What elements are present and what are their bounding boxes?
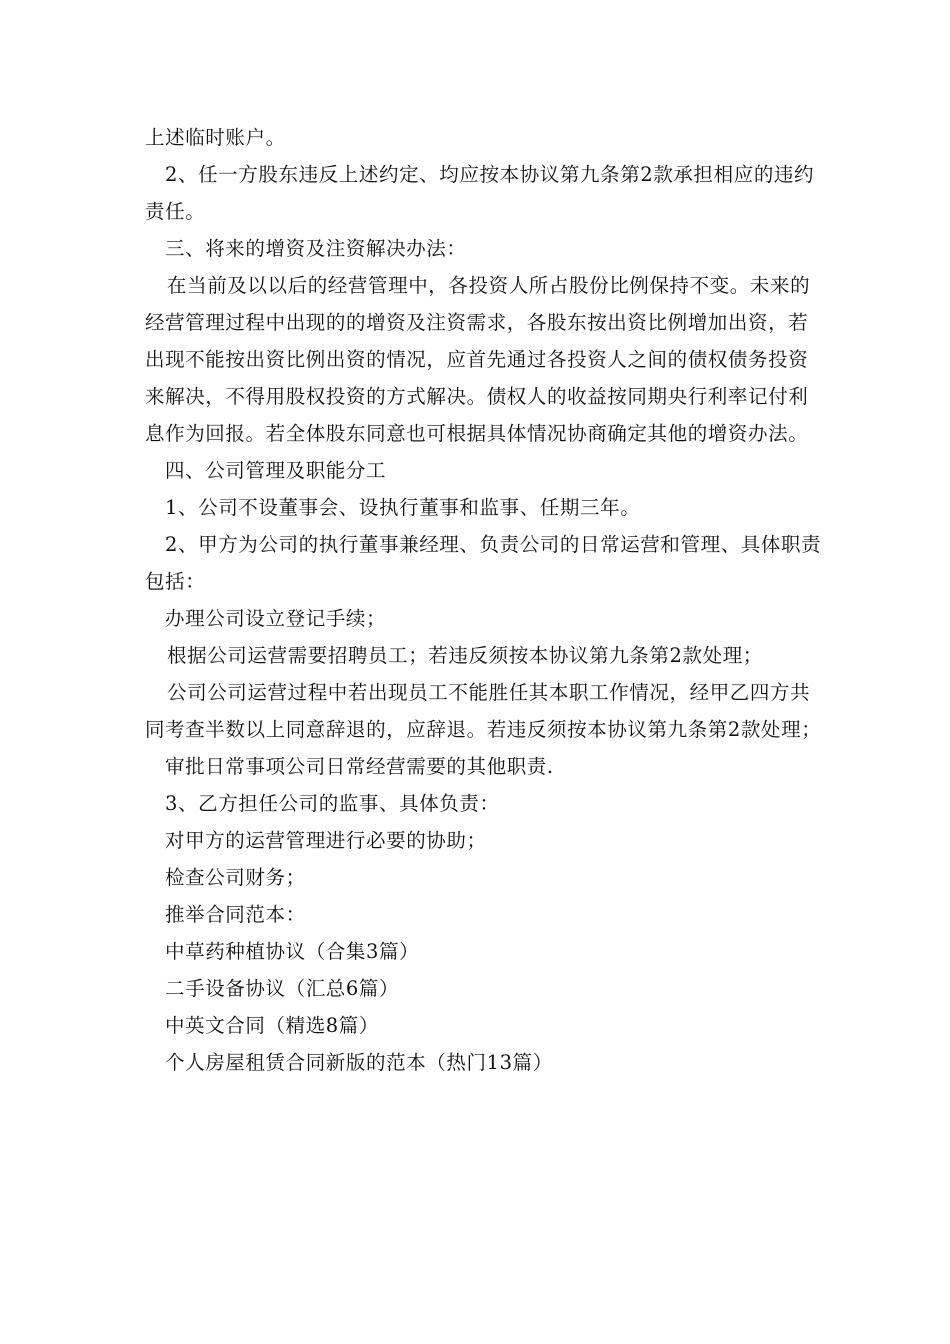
paragraph-capital-increase-method: 在当前及以以后的经营管理中，各投资人所占股份比例保持不变。未来的经营管理过程中出现的的增资及注资需求，各股东按出资比例增加出资，若出现不能按出资比例出资的情况，应首先通过各投资人之间的债权债务投资来解决，不得用股权投资的方式解决。债权人的收益按同期央行利率记付利息作为回报。若全体股东同意也可根据具体情况协商确定其他的增资办法。: [145, 274, 811, 445]
paragraph-no-board: 1、公司不设董事会、设执行董事和监事、任期三年。: [165, 496, 641, 519]
duty-item-dismissal: 公司公司运营过程中若出现员工不能胜任其本职工作情况，经甲乙四方共同考查半数以上同意辞退的，应辞退。若违反须按本协议第九条第2款处理；: [145, 681, 822, 741]
document-body: [145, 119, 825, 1081]
recommended-template-link[interactable]: 中英文合同（精选8篇）: [165, 1014, 380, 1037]
recommended-template-link[interactable]: 二手设备协议（汇总6篇）: [165, 977, 400, 1000]
duty-item-assist: 对甲方的运营管理进行必要的协助；: [165, 829, 487, 852]
paragraph-party-a-duties: 2、甲方为公司的执行董事兼经理、负责公司的日常运营和管理、具体职责包括：: [145, 533, 822, 593]
paragraph-breach-liability: 2、任一方股东违反上述约定、均应按本协议第九条第2款承担相应的违约责任。: [145, 163, 815, 223]
duty-item-approval: 审批日常事项公司日常经营需要的其他职责.: [165, 755, 554, 778]
paragraph-temp-account: 上述临时账户。: [145, 126, 286, 149]
paragraph-party-b-supervisor: 3、乙方担任公司的监事、具体负责：: [165, 792, 500, 815]
duty-item-recruitment: 根据公司运营需要招聘员工；若违反须按本协议第九条第2款处理；: [167, 644, 763, 667]
recommended-template-link[interactable]: 个人房屋租赁合同新版的范本（热门13篇）: [165, 1051, 553, 1074]
recommended-templates-heading: 推举合同范本：: [165, 903, 306, 926]
section-heading-capital-increase: 三、将来的增资及注资解决办法：: [165, 237, 467, 260]
section-heading-management: 四、公司管理及职能分工: [165, 459, 387, 482]
recommended-template-link[interactable]: 中草药种植协议（合集3篇）: [165, 940, 420, 963]
duty-item-registration: 办理公司设立登记手续；: [165, 607, 387, 630]
duty-item-audit: 检查公司财务；: [165, 866, 306, 889]
